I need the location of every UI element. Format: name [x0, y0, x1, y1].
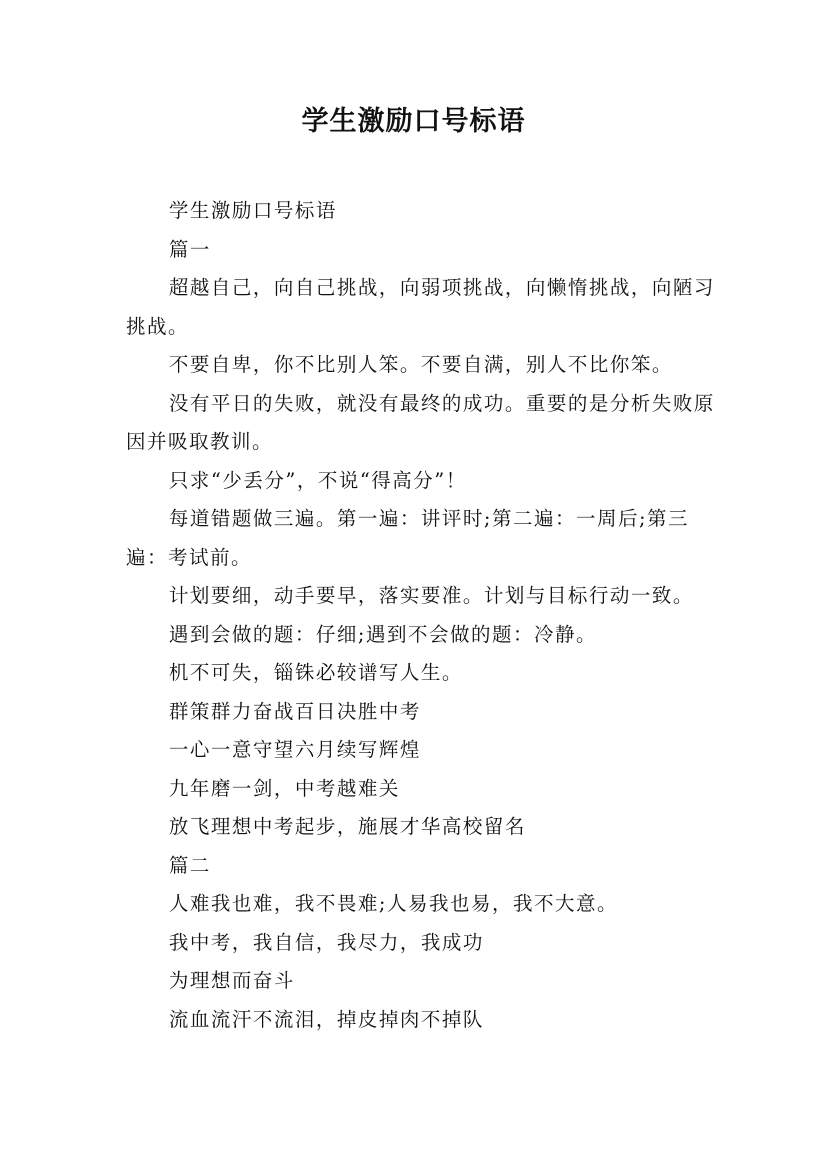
paragraph: 人难我也难，我不畏难;人易我也易，我不大意。: [168, 892, 618, 915]
paragraph: 遇到会做的题：仔细;遇到不会做的题：冷静。: [168, 622, 597, 646]
paragraph: 九年磨一剑，中考越难关: [168, 776, 400, 800]
section-label-part-two: 篇二: [168, 853, 211, 877]
paragraph: 群策群力奋战百日决胜中考: [168, 699, 421, 723]
paragraph: 为理想而奋斗: [168, 969, 295, 992]
paragraph: 机不可失，锱铢必较谱写人生。: [168, 661, 463, 684]
paragraph: 计划要细，动手要早，落实要准。计划与目标行动一致。: [168, 584, 694, 607]
paragraph: 放飞理想中考起步，施展才华高校留名: [168, 815, 526, 838]
paragraph: 没有平日的失败，就没有最终的成功。重要的是分析失败原因并吸取教训。: [126, 391, 715, 453]
paragraph: 不要自卑，你不比别人笨。不要自满，别人不比你笨。: [168, 353, 673, 376]
paragraph: 只求“少丢分”，不说“得高分”！: [168, 468, 467, 492]
paragraph: 每道错题做三遍。第一遍：讲评时;第二遍：一周后;第三遍：考试前。: [126, 507, 690, 569]
paragraph: 我中考，我自信，我尽力，我成功: [168, 930, 484, 954]
document-body: [126, 192, 716, 1039]
document-title: 学生激励口号标语: [301, 106, 526, 137]
section-label-part-one: 篇一: [168, 237, 211, 261]
paragraph: 流血流汗不流泪，掉皮掉肉不掉队: [168, 1007, 484, 1031]
paragraph: 一心一意守望六月续写辉煌: [168, 738, 421, 761]
paragraph: 超越自己，向自己挑战，向弱项挑战，向懒惰挑战，向陋习挑战。: [126, 276, 715, 338]
paragraph-heading: 学生激励口号标语: [168, 199, 337, 222]
